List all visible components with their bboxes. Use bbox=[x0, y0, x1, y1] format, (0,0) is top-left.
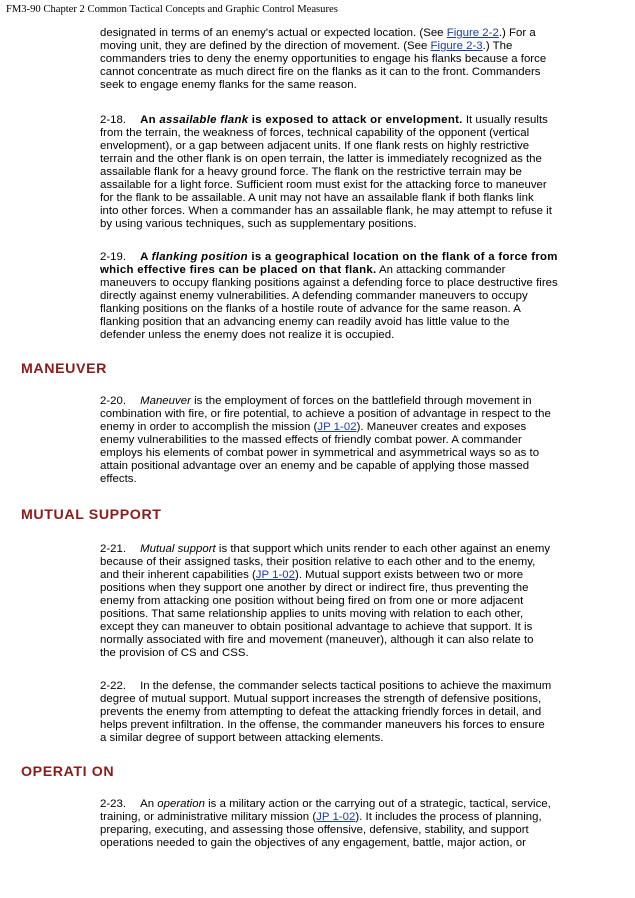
text-line: effects. bbox=[100, 473, 137, 485]
text-line: 2-23. An operation is a military action or the carrying out of a strategic, tactical, service, bbox=[100, 798, 551, 810]
paragraph-number: 2-19. bbox=[100, 251, 127, 263]
text-line: 2-21. Mutual support is that support which units render to each other against an enemy bbox=[100, 543, 551, 555]
paragraph-2-19 bbox=[100, 251, 616, 342]
text-line: except they can maneuver to obtain positional advantage to achieve that support. It is bbox=[100, 621, 533, 633]
text-line: positions when they support one another by direct or indirect fire, thus preventing the bbox=[100, 582, 529, 594]
text-line: and their inherent capabilities (JP 1-02). Mutual support exists between two or more bbox=[100, 569, 524, 581]
text-line: assailable flank for a heavy ground force. The flank on the restrictive terrain may be bbox=[100, 166, 522, 178]
section-heading-mutual-support: MUTUAL SUPPORT bbox=[21, 507, 162, 523]
text-line: 2-20. Maneuver is the employment of forces on the battlefield through movement in bbox=[100, 395, 532, 407]
paragraph-number: 2-20. bbox=[100, 395, 127, 407]
text-line: helps prevent infiltration. In the offense, the commander maneuvers his forces to ensure bbox=[100, 719, 545, 731]
figure-2-3-link[interactable]: Figure 2-3 bbox=[430, 40, 483, 52]
text-line: positions. That same relationship applies to units moving with relation to each other, bbox=[100, 608, 524, 620]
text-line: combination with fire, or fire potential, to achieve a position of advantage in respect to the bbox=[100, 408, 551, 420]
text-line: training, or administrative military mission (JP 1-02). It includes the process of planning, bbox=[100, 811, 542, 823]
text-line: defender unless the enemy does not realize it is occupied. bbox=[100, 329, 395, 341]
paragraph-continuation bbox=[100, 27, 616, 92]
jp-1-02-link[interactable]: JP 1-02 bbox=[255, 569, 295, 581]
text-line: flanking position that an advancing enemy can readily avoid has little value to the bbox=[100, 316, 510, 328]
jp-1-02-link[interactable]: JP 1-02 bbox=[317, 421, 357, 433]
text-line: enemy vulnerabilities to the massed effects of friendly combat power. A commander bbox=[100, 434, 522, 446]
text-line: the provision of CS and CSS. bbox=[100, 647, 249, 659]
text-line: enemy from attacking one position without being fired on from one or more adjacent bbox=[100, 595, 524, 607]
text-line: 2-22. In the defense, the commander selects tactical positions to achieve the maximum bbox=[100, 680, 552, 692]
text-line: which effective fires can be placed on that flank. An attacking commander bbox=[100, 264, 506, 276]
paragraph-2-23 bbox=[100, 798, 616, 850]
section-heading-maneuver: MANEUVER bbox=[21, 361, 107, 377]
text-line: moving unit, they are defined by the direction of movement. (See Figure 2-3.) The bbox=[100, 40, 513, 52]
defined-term: Maneuver bbox=[140, 395, 191, 407]
text-line: for the flank to be assailable. A unit may not have an assailable flank if both flanks link bbox=[100, 192, 534, 204]
text-line: 2-19. A flanking position is a geographical location on the flank of a force from bbox=[100, 251, 558, 263]
defined-term: assailable flank bbox=[159, 114, 249, 126]
text-line: prevents the enemy from attempting to defeat the attacking friendly forces in detail, and bbox=[100, 706, 542, 718]
text-line: designated in terms of an enemy's actual or expected location. (See Figure 2-2.) For a bbox=[100, 27, 536, 39]
text-line: by using various techniques, such as supplementary positions. bbox=[100, 218, 417, 230]
text-line: envelopment), or a gap between adjacent units. If one flank rests on highly restrictive bbox=[100, 140, 530, 152]
text-line: a similar degree of support between attacking elements. bbox=[100, 732, 384, 744]
text-line: from the terrain, the weakness of forces, technical capability of the opponent (vertical bbox=[100, 127, 530, 139]
text-line: maneuvers to occupy flanking positions against a defending force to place destructive fires bbox=[100, 277, 558, 289]
text-line: flanking positions on the flanks of a hostile route of advance for the same reason. A bbox=[100, 303, 521, 315]
text-line: preparing, executing, and assessing those offensive, defensive, stability, and support bbox=[100, 824, 529, 836]
paragraph-2-20 bbox=[100, 395, 616, 486]
text-line: directly against enemy vulnerabilities. A defending commander maneuvers to occupy bbox=[100, 290, 528, 302]
section-heading-operation: OPERATI ON bbox=[21, 764, 115, 780]
text-line: terrain and the other flank is on open terrain, the latter is immediately recognized as the bbox=[100, 153, 542, 165]
text-line: 2-18. An assailable flank is exposed to attack or envelopment. It usually results bbox=[100, 114, 548, 126]
text-line: seek to engage enemy flanks for the same reason. bbox=[100, 79, 357, 91]
paragraph-number: 2-18. bbox=[100, 114, 127, 126]
paragraph-2-21 bbox=[100, 543, 616, 660]
paragraph-number: 2-22. bbox=[100, 680, 127, 692]
running-head: FM3-90 Chapter 2 Common Tactical Concepts and Graphic Control Measures bbox=[6, 4, 338, 15]
text-line: into other forces. When a commander has an assailable flank, he may attempt to refuse it bbox=[100, 205, 552, 217]
paragraph-2-18 bbox=[100, 114, 616, 231]
text-line: attain positional advantage over an enemy and be capable of applying those massed bbox=[100, 460, 530, 472]
defined-term: Mutual support bbox=[140, 543, 216, 555]
jp-1-02-link[interactable]: JP 1-02 bbox=[316, 811, 356, 823]
text-line: enemy in order to accomplish the mission (JP 1-02). Maneuver creates and exposes bbox=[100, 421, 527, 433]
defined-term: flanking position bbox=[151, 251, 248, 263]
paragraph-number: 2-21. bbox=[100, 543, 127, 555]
defined-term: operation bbox=[157, 798, 205, 810]
paragraph-2-22 bbox=[100, 680, 616, 745]
text-line: degree of mutual support. Mutual support increases the strength of defensive positions, bbox=[100, 693, 542, 705]
text-line: assailable for a light force. Sufficient room must exist for the attacking force to maneuver bbox=[100, 179, 547, 191]
text-line: employs his elements of combat power in symmetrical and asymmetrical ways so as to bbox=[100, 447, 540, 459]
text-line: cannot concentrate as much direct fire on the flanks as it can to the front. Commanders bbox=[100, 66, 541, 78]
text-line: commanders tries to deny the enemy opportunities to engage his flanks because a force bbox=[100, 53, 547, 65]
paragraph-number: 2-23. bbox=[100, 798, 127, 810]
text-line: because of their assigned tasks, their position relative to each other and to the enemy, bbox=[100, 556, 536, 568]
text-line: operations needed to gain the objectives of any engagement, battle, major action, or bbox=[100, 837, 526, 849]
text-line: normally associated with fire and movement (maneuver), although it can also relate to bbox=[100, 634, 534, 646]
figure-2-2-link[interactable]: Figure 2-2 bbox=[446, 27, 499, 39]
